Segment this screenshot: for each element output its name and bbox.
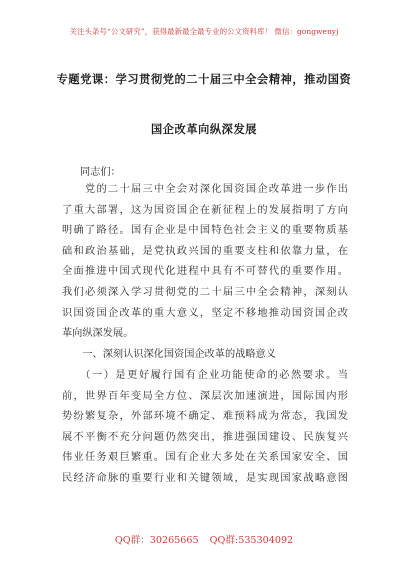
text-line: 明确了路径。国有企业是中国特色社会主义的重要物质基 xyxy=(62,225,348,237)
text-line: 识国资国企改革的重大意义，坚定不移地推动国资国企改 xyxy=(62,307,348,319)
section-heading xyxy=(62,345,348,366)
text-line: （一）是更好履行国有企业功能使命的必然要求。当 xyxy=(62,370,348,381)
footer-contact xyxy=(0,532,408,546)
text-line: 全面推进中国式现代化进程中具有不可替代的重要作用。 xyxy=(62,266,348,278)
text-line: 伟业任务艰巨繁重。国有企业大多处在关系国家安全、国 xyxy=(62,452,348,464)
text-line: 展不平衡不充分问题仍然突出，推进强国建设、民族复兴 xyxy=(62,431,348,443)
greeting: 同志们： xyxy=(80,167,121,178)
text-line: 了重大部署，这为国资国企在新征程上的发展指明了方向 xyxy=(62,204,348,216)
text-line: 党的二十届三中全会对深化国资国企改革进一步作出 xyxy=(62,184,348,195)
document-title-line-1: 专题党课：学习贯彻党的二十届三中全会精神，推动国资 xyxy=(56,72,352,86)
text-line: 础和政治基础，是党执政兴国的重要支柱和依靠力量，在 xyxy=(62,245,348,257)
section-heading-text: 一、深刻认识深化国资国企改革的战略意义 xyxy=(62,349,276,360)
footer-qq-group-1: QQ群：30265665 xyxy=(114,535,199,546)
document-title-line-2: 国企改革向纵深发展 xyxy=(150,122,258,136)
paragraph-intro xyxy=(62,180,348,345)
text-line: 革向纵深发展。 xyxy=(62,328,134,340)
paragraph-section-1-1 xyxy=(62,366,348,490)
text-line: 民经济命脉的重要行业和关键领域，是实现国家战略意图 xyxy=(62,472,348,484)
header-note: 关注头条号“公文研究”，获得最新最全最专业的公文资料库！ 微信：gongwenyj xyxy=(69,27,339,36)
footer-qq-group-2: QQ群:535304092 xyxy=(209,535,294,546)
text-line: 势纷繁复杂，外部环境不确定、难预料成为常态，我国发 xyxy=(62,411,348,423)
text-line: 前，世界百年变局全方位、深层次加速演进，国际国内形 xyxy=(62,390,348,402)
text-line: 我们必须深入学习贯彻党的二十届三中全会精神，深刻认 xyxy=(62,286,348,298)
